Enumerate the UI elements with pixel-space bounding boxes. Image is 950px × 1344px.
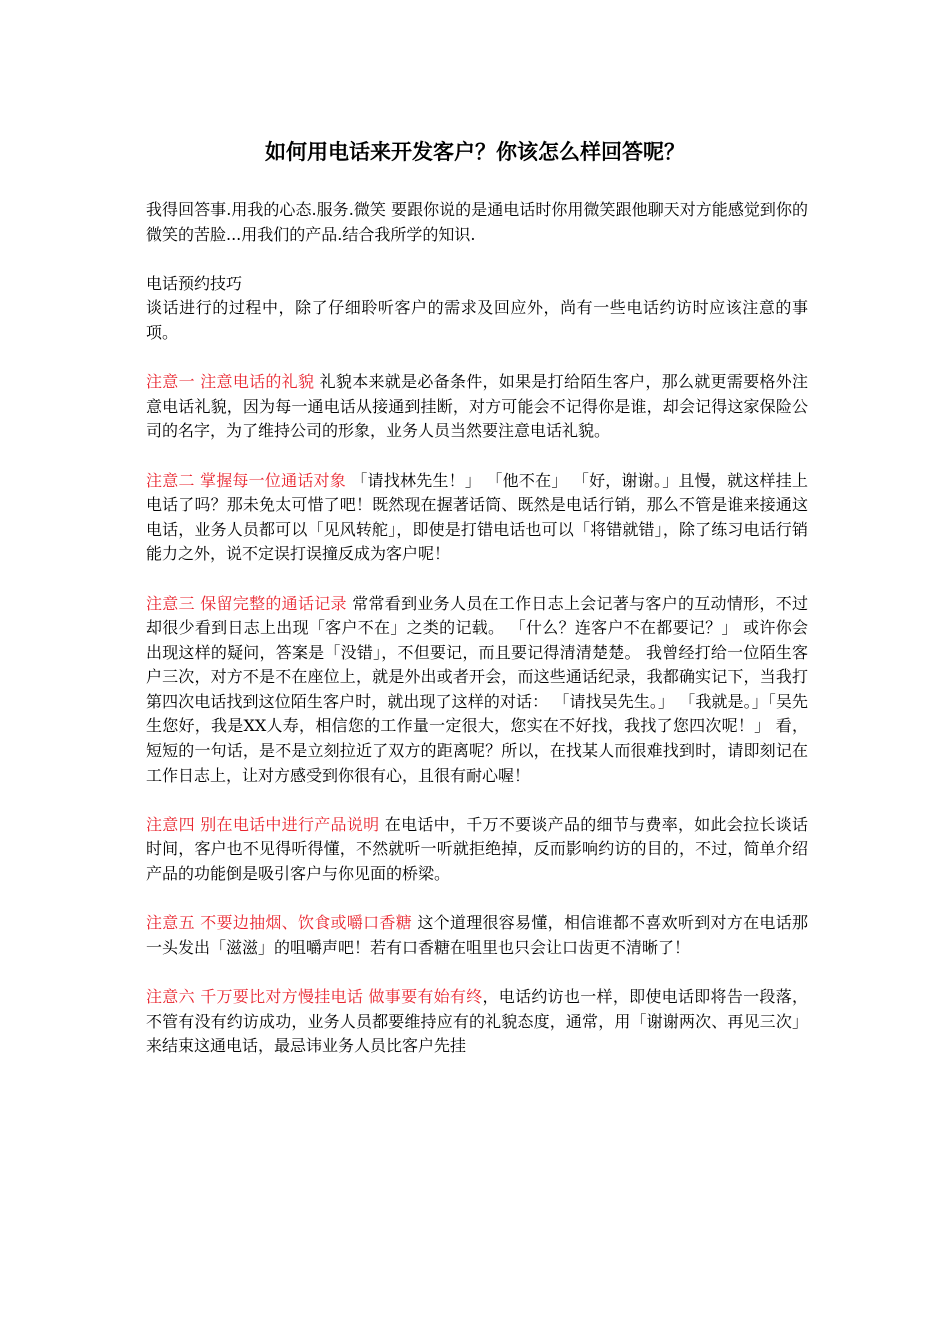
section-heading: 电话预约技巧 [146, 273, 243, 293]
intro-paragraph: 我得回答事.用我的心态.服务.微笑 要跟你说的是通电话时你用微笑跟他聊天对方能感觉到你的微笑的苦脸...用我们的产品.结合我所学的知识. [146, 200, 808, 244]
note-heading-6: 注意六 千万要比对方慢挂电话 做事要有始有终 [146, 987, 483, 1006]
note-paragraph-6 [146, 985, 808, 1059]
note-text-2: 「请找林先生！」 「他不在」 「好，谢谢。」且慢，就这样挂上电话了吗？那未免太可惜了吧！既然现在握著话筒、既然是电话行销，那么不管是谁来接通这电话，业务人员都可以「见风转舵」，即使是打错电话也可以「将错就错」，除了练习电话行销能力之外，说不定误打误撞反成为客户呢！ [146, 470, 809, 564]
note-heading-5: 注意五 不要边抽烟、饮食或嚼口香糖 [146, 913, 412, 933]
note-heading-1: 注意一 注意电话的礼貌 [146, 372, 315, 392]
note-paragraph-2 [146, 469, 808, 567]
note-heading-4: 注意四 别在电话中进行产品说明 [146, 814, 380, 834]
note-text-5: 这个道理很容易懂，相信谁都不喜欢听到对方在电话那一头发出「滋滋」的咀嚼声吧！若有口香糖在咀里也只会让口齿更不清晰了！ [146, 913, 808, 957]
document-body [146, 198, 808, 1059]
note-heading-2: 注意二 掌握每一位通话对象 [146, 470, 347, 490]
note-text-4: 在电话中，千万不要谈产品的细节与费率，如此会拉长谈话时间，客户也不见得听得懂，不然就听一听就拒绝掉，反而影响约访的目的，不过，简单介绍产品的功能倒是吸引客户与你见面的桥梁。 [146, 814, 808, 884]
note-paragraph-3 [146, 592, 808, 789]
note-text-3: 常常看到业务人员在工作日志上会记著与客户的互动情形，不过却很少看到日志上出现「客户不在」之类的记载。 「什么？连客户不在都要记？」 或许你会出现这样的疑问，答案是「没错」，不但要记，而且要记得清清楚楚。 我曾经打给一位陌生客户三次，对方不是不在座位上，就是外出或者开会，而这些通话纪录，我都确实记下，当我打第四次电话找到这位陌生客户时，就出现了这样的对话： 「请找吴先生。」 「我就是。」「吴先生您好，我是XX人寿，相信您的工作量一定很大，您实在不好找，我找了您四次呢！」 看，短短的一句话，是不是立刻拉近了双方的距离呢？所以，在找某人而很难找到时，请即刻记在工作日志上，让对方感受到你很有心，且很有耐心喔！ [146, 593, 808, 785]
section-intro-paragraph: 谈话进行的过程中，除了仔细聆听客户的需求及回应外，尚有一些电话约访时应该注意的事项。 [146, 298, 808, 342]
note-paragraph-1 [146, 370, 808, 444]
page-title: 如何用电话来开发客户？你该怎么样回答呢？ [265, 140, 685, 164]
note-paragraph-5 [146, 911, 808, 960]
note-paragraph-4 [146, 813, 808, 887]
note-text-1: 礼貌本来就是必备条件，如果是打给陌生客户，那么就更需要格外注意电话礼貌，因为每一通电话从接通到挂断，对方可能会不记得你是谁，却会记得这家保险公司的名字，为了维持公司的形象，业务人员当然要注意电话礼貌。 [146, 372, 808, 441]
note-text-6: ，电话约访也一样，即使电话即将告一段落，不管有没有约访成功，业务人员都要维持应有的礼貌态度，通常，用「谢谢两次、再见三次」来结束这通电话，最忌讳业务人员比客户先挂 [146, 987, 808, 1056]
note-heading-3: 注意三 保留完整的通话记录 [146, 593, 347, 613]
